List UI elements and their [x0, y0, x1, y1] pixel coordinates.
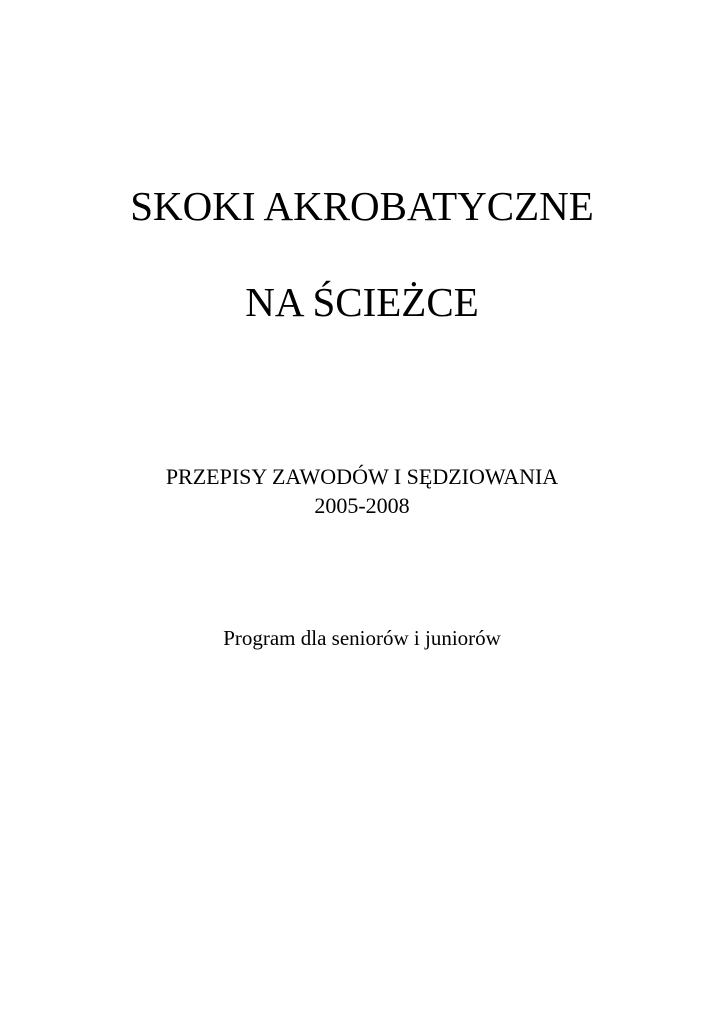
subtitle: PRZEPISY ZAWODÓW I SĘDZIOWANIA: [165, 464, 559, 489]
program-description: Program dla seniorów i juniorów: [223, 626, 501, 650]
years: 2005-2008: [314, 493, 410, 518]
title-line-1: SKOKI AKROBATYCZNE: [130, 183, 594, 229]
title-line-2: NA ŚCIEŻCE: [245, 279, 479, 325]
